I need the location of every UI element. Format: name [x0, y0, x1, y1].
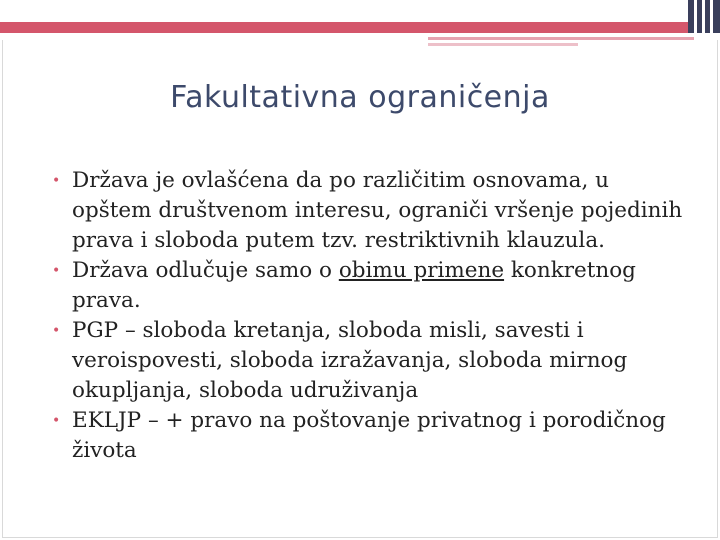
- bullet-text: PGP – sloboda kretanja, sloboda misli, savesti i veroispovesti, sloboda izražavanja, sloboda mirnog okupljanja, sloboda udruživanja: [72, 318, 628, 403]
- bullet-item: [52, 406, 692, 466]
- bullet-list: [52, 166, 692, 466]
- header-stripe: [702, 0, 705, 33]
- bullet-dot-icon: •: [52, 263, 61, 279]
- header-stripe: [710, 0, 713, 33]
- slide-title: Fakultativna ograničenja: [170, 80, 550, 115]
- underlined-phrase: obimu primene: [338, 258, 505, 283]
- header-strip: [0, 0, 720, 22]
- header-thin-line: [428, 37, 694, 40]
- bullet-text: Država odlučuje samo o: [72, 258, 339, 283]
- bullet-text: konkretnog prava.: [72, 258, 636, 313]
- bullet-text: Država je ovlašćena da po različitim osnovama, u opštem društvenom interesu, ograniči vršenje pojedinih prava i sloboda putem tzv. restriktivnih klauzula.: [72, 168, 683, 253]
- bullet-dot-icon: •: [52, 323, 61, 339]
- bullet-dot-icon: •: [52, 413, 61, 429]
- bullet-item: [52, 256, 692, 316]
- bullet-dot-icon: •: [52, 173, 61, 189]
- header-dark-block: [688, 0, 720, 33]
- header-thin-line: [428, 43, 578, 46]
- bullet-text: EKLJP – + pravo na poštovanje privatnog i porodičnog života: [72, 408, 666, 463]
- bullet-item: [52, 166, 692, 256]
- bullet-item: [52, 316, 692, 406]
- header-accent-bar: [0, 22, 688, 33]
- header-stripe: [694, 0, 697, 33]
- frame-border: [2, 537, 718, 538]
